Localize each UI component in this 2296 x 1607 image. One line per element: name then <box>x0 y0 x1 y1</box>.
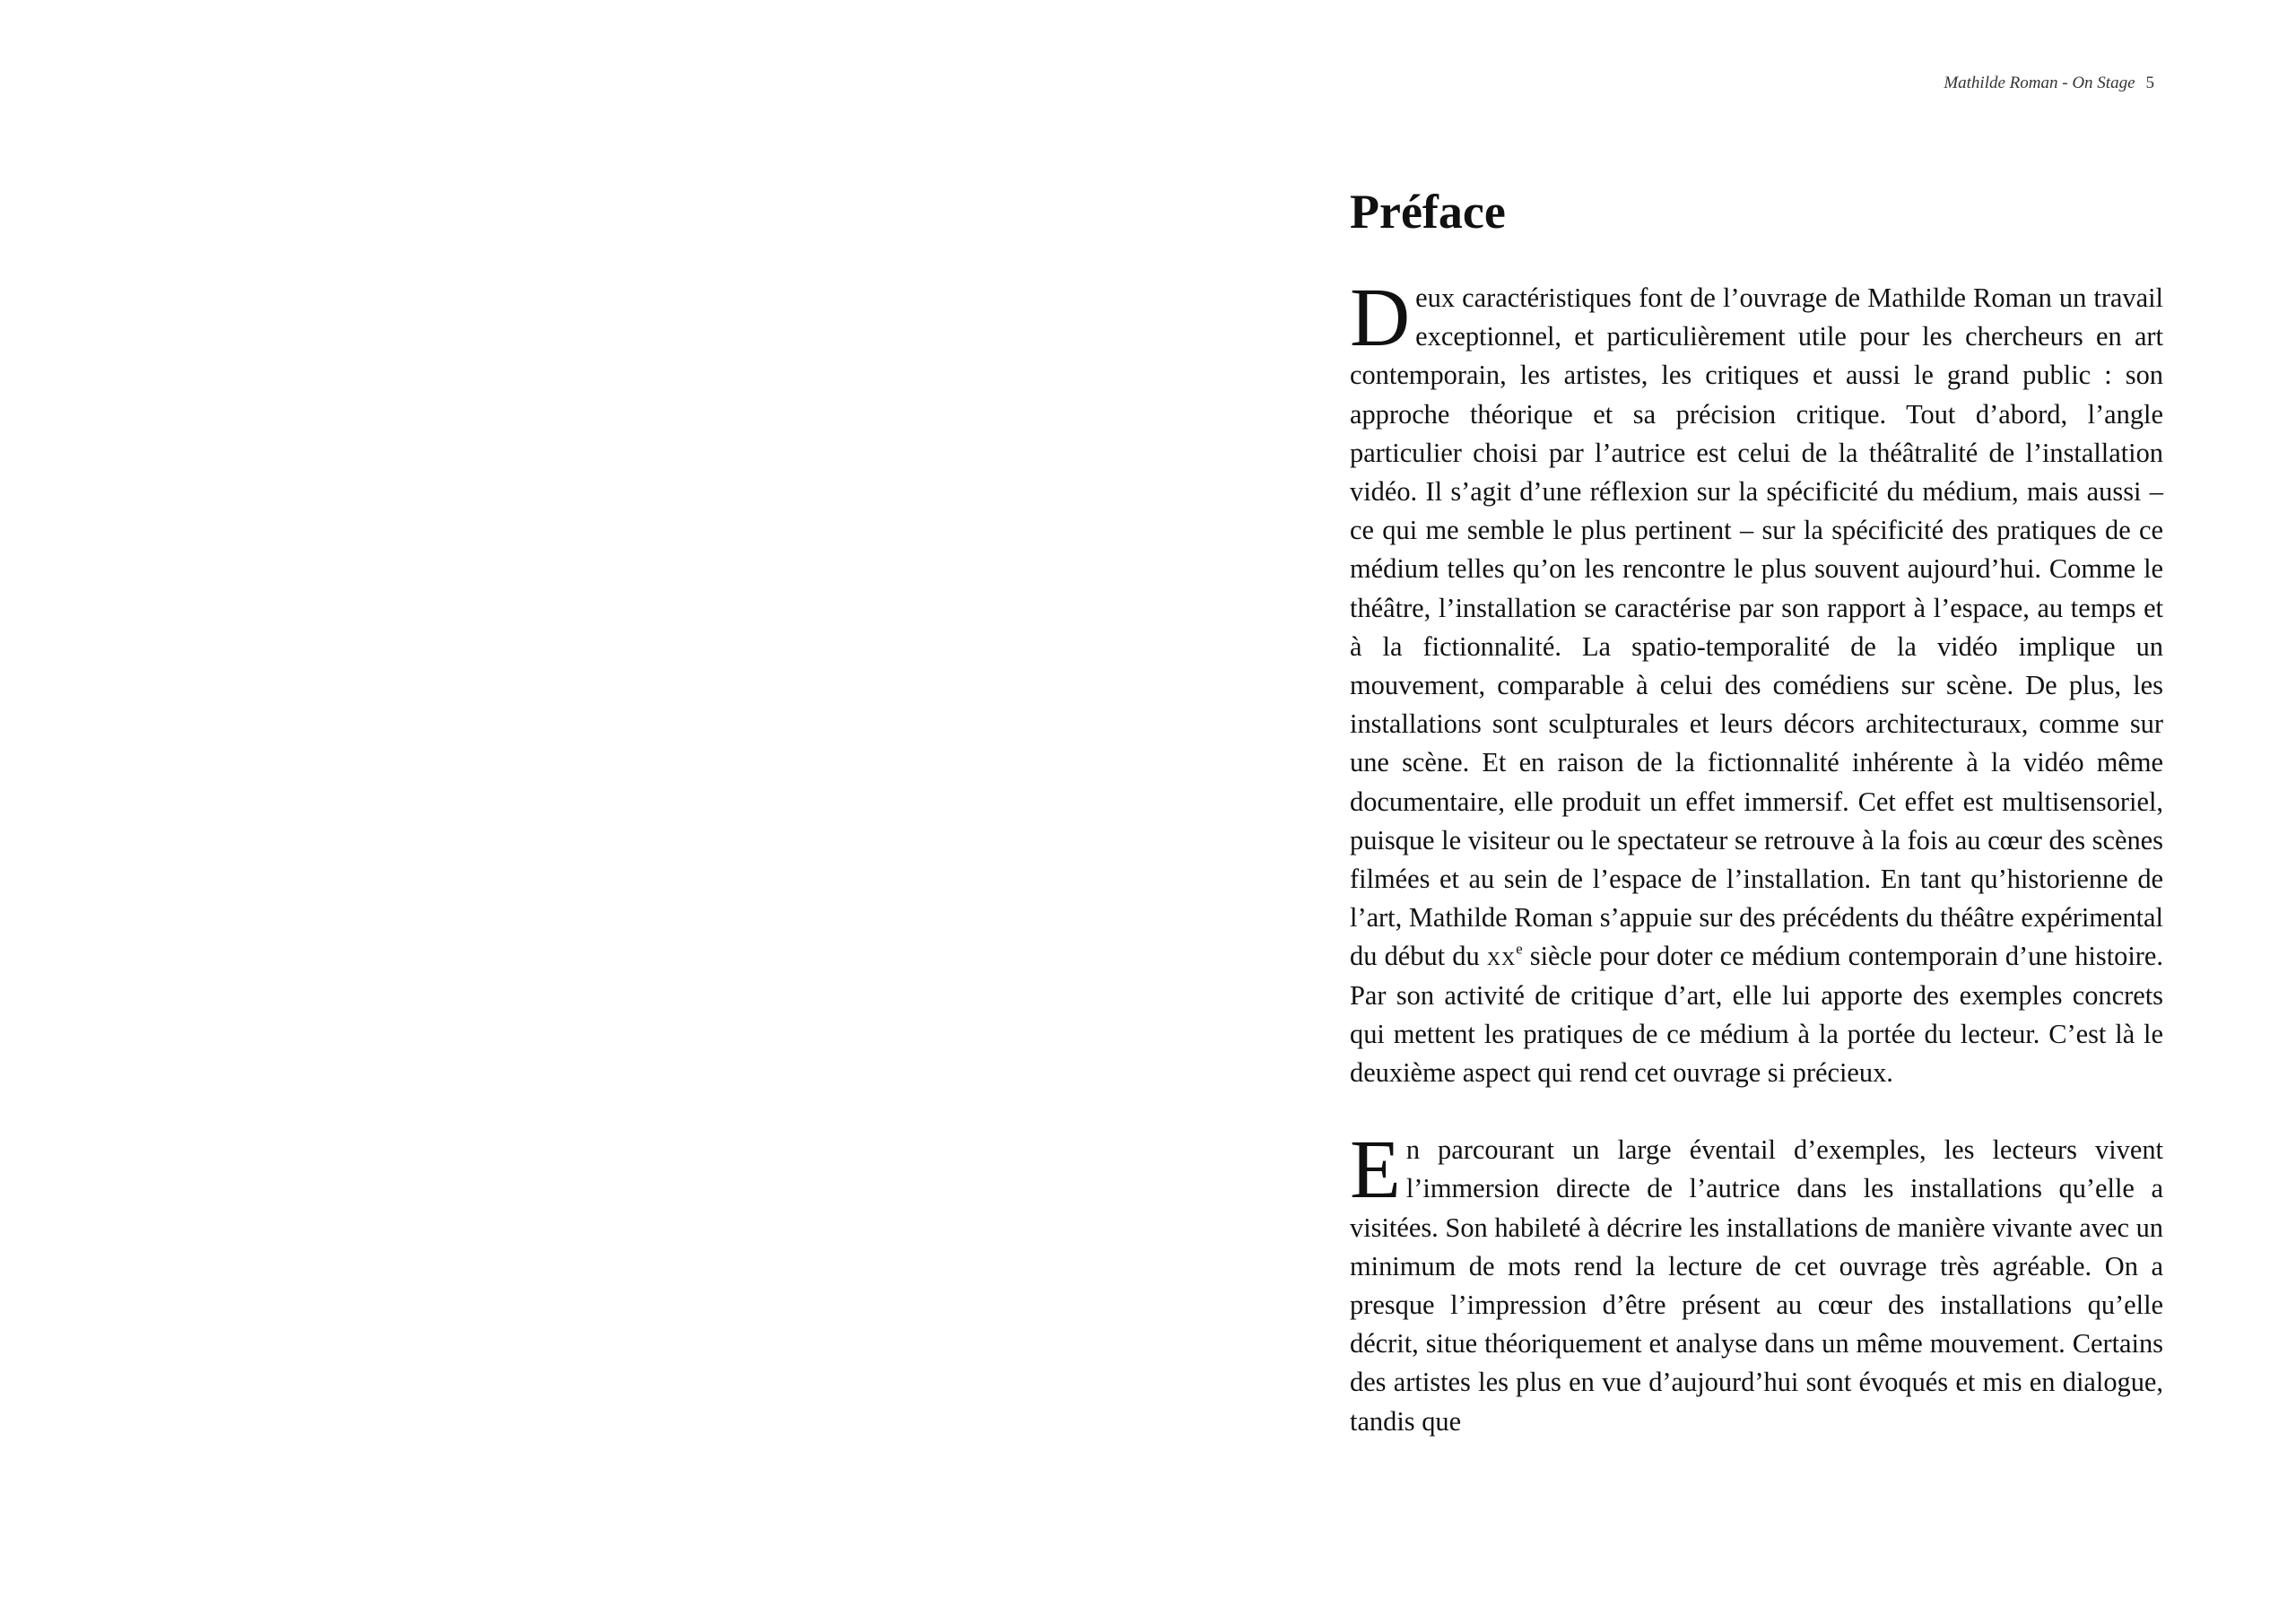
running-head-title: Mathilde Roman - On Stage <box>1944 74 2135 92</box>
text-column <box>1350 272 2163 1441</box>
paragraph-2 <box>1350 1124 2163 1441</box>
century-numeral: xx <box>1486 941 1517 972</box>
paragraph-1-text-a: eux caractéristiques font de l’ouvrage de Mathilde Roman un travail exceptionnel, et particulièrement utile pour les chercheurs en art contemporain, les artistes, les critiques et aussi le grand public : son approche théorique et sa précision critique. Tout d’abord, l’angle particulier choisi par l’autrice est celui de la théâtralité de l’installation vidéo. Il s’agit d’une réflexion sur la spécificité du médium, mais aussi – ce qui me semble le plus pertinent – sur la spécificité des pratiques de ce médium telles qu’on les rencontre le plus souvent aujourd’hui. Comme le théâtre, l’installation se caractérise par son rapport à l’espace, au temps et à la fictionnalité. La spatio-temporalité de la vidéo implique un mouvement, comparable à celui des comédiens sur scène. De plus, les installations sont sculpturales et leurs décors architecturaux, comme sur une scène. Et en raison de la fictionnalité inhérente à la vidéo même documentaire, elle produit un effet immersif. Cet effet est multisensoriel, puisque le visiteur ou le spectateur se retrouve à la fois au cœur des scènes filmées et au sein de l’espace de l’installation. En tant qu’historienne de l’art, Mathilde Roman s’appuie sur des précédents du théâtre expérimental du début du <box>1350 282 2163 972</box>
page-number: 5 <box>2145 74 2154 92</box>
century-suffix: e <box>1516 940 1523 958</box>
page-title: Préface <box>1350 185 1506 239</box>
paragraph-1 <box>1350 272 2163 1092</box>
paragraph-1-text-b: siècle pour doter ce médium contemporain d’une histoire. Par son activité de critique d’art, elle lui apporte des exemples concrets qui mettent les pratiques de ce médium à la portée du lecteur. C’est là le deuxième aspect qui rend cet ouvrage si précieux. <box>1350 941 2163 1089</box>
dropcap-e: E <box>1350 1124 1401 1217</box>
dropcap-d: D <box>1350 272 1411 364</box>
paragraph-2-text: n parcourant un large éventail d’exemples, les lecteurs vivent l’immersion directe de l’autrice dans les installations qu’elle a visitées. Son habileté à décrire les installations de manière vivante avec un minimum de mots rend la lecture de cet ouvrage très agréable. On a presque l’impression d’être présent au cœur des installations qu’elle décrit, situe théoriquement et analyse dans un même mouvement. Certains des artistes les plus en vue d’aujourd’hui sont évoqués et mis en dialogue, tandis que <box>1350 1134 2163 1437</box>
running-head <box>1944 74 2154 93</box>
right-page <box>1148 0 2296 1607</box>
